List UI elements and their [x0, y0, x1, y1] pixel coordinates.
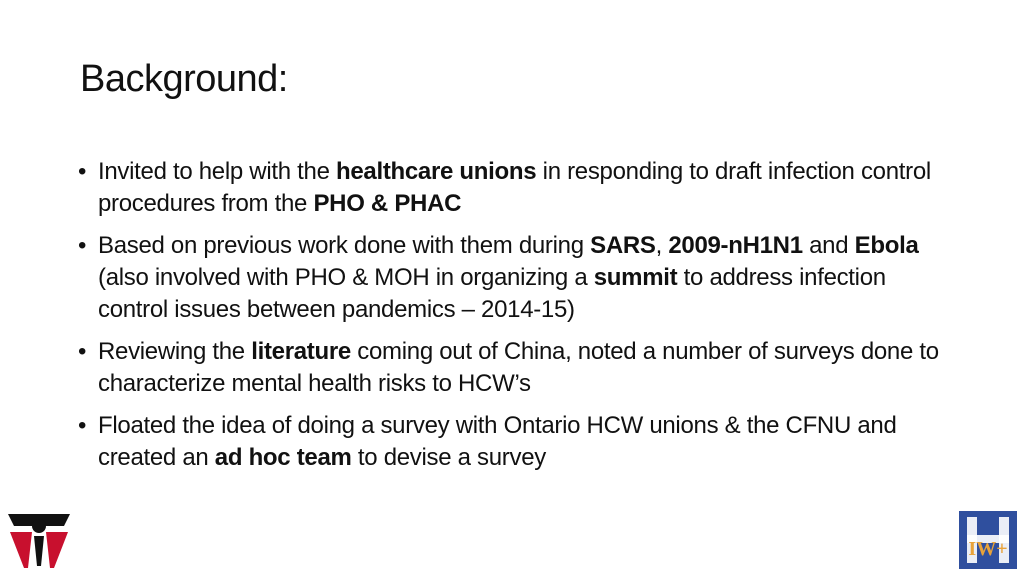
- slide-title: Background:: [80, 58, 288, 100]
- bullet-segment-bold: SARS: [590, 232, 656, 259]
- bullet-segment-bold: PHO & PHAC: [313, 190, 462, 217]
- bullet-text: [98, 412, 897, 471]
- logo-text: IW+: [968, 538, 1008, 560]
- bullet-dot: •: [78, 232, 87, 259]
- bullet-text: [98, 232, 919, 323]
- bullet-segment-bold: healthcare unions: [336, 158, 537, 185]
- bullet-segment: ,: [655, 232, 669, 259]
- bullet-segment: in responding to draft infection control procedures from the: [98, 158, 931, 217]
- bullet-dot: •: [78, 338, 87, 365]
- bullet-segment-bold: summit: [593, 264, 678, 291]
- bullet-segment: to devise a survey: [351, 444, 546, 471]
- bullet-segment: coming out of China, noted a number of surveys done to characterize mental health risks to HCW’s: [98, 338, 939, 397]
- bullet-segment: Based on previous work done with them during: [98, 232, 591, 259]
- bullet-item: [76, 410, 956, 474]
- bullet-segment: Reviewing the: [98, 338, 252, 365]
- bullet-item: [76, 336, 956, 400]
- bullet-segment: (also involved with PHO & MOH in organizing a: [98, 264, 594, 291]
- bullet-text: [98, 158, 931, 217]
- iwh-logo-icon: [959, 511, 1017, 569]
- bullet-text: [98, 338, 939, 397]
- bullet-segment: to address infection control issues between pandemics – 2014-15): [98, 264, 886, 323]
- logo-red-center: [34, 536, 44, 566]
- organization-logo-icon: [6, 512, 72, 570]
- logo-red-left: [10, 532, 32, 568]
- bullet-segment-bold: literature: [251, 338, 351, 365]
- bullet-item: [76, 230, 956, 326]
- bullet-item: [76, 156, 956, 220]
- bullet-segment-bold: Ebola: [854, 232, 919, 259]
- bullet-dot: •: [78, 412, 87, 439]
- bullet-segment: Invited to help with the: [98, 158, 336, 185]
- bullet-segment-bold: 2009-nH1N1: [668, 232, 803, 259]
- bullet-segment-bold: ad hoc team: [214, 444, 352, 471]
- bullet-list: [76, 156, 956, 484]
- bullet-segment: Floated the idea of doing a survey with Ontario HCW unions & the CFNU and created an: [98, 412, 897, 471]
- logo-red-right: [46, 532, 68, 568]
- bullet-segment: and: [802, 232, 855, 259]
- bullet-dot: •: [78, 158, 87, 185]
- logo-dot: [32, 519, 46, 533]
